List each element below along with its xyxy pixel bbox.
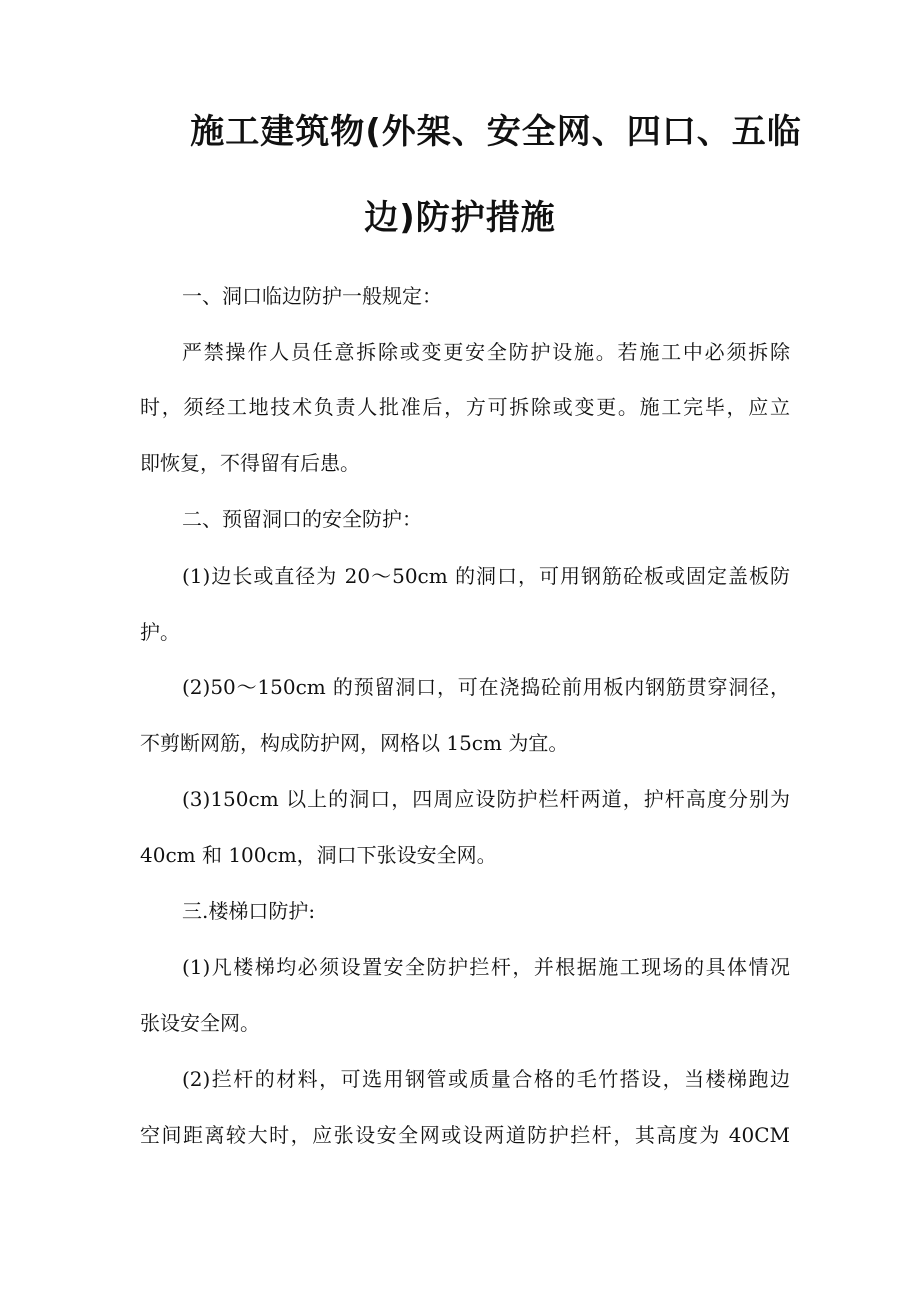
- paragraph-line: (3)150cm 以上的洞口，四周应设防护栏杆两道，护杆高度分别为: [182, 787, 790, 811]
- section-heading-2: 二、预留洞口的安全防护：: [182, 507, 422, 531]
- paragraph-line: 张设安全网。: [140, 1011, 260, 1035]
- paragraph-line: 护。: [140, 620, 180, 644]
- document-title-line-2: 边)防护措施: [364, 198, 556, 238]
- paragraph-line: (2)50～150cm 的预留洞口，可在浇捣砼前用板内钢筋贯穿洞径，: [182, 675, 790, 699]
- paragraph-line: 时，须经工地技术负责人批准后，方可拆除或变更。施工完毕，应立: [140, 395, 790, 419]
- paragraph-line: 空间距离较大时，应张设安全网或设两道防护拦杆，其高度为 40CM: [140, 1123, 790, 1147]
- paragraph-line: 40cm 和 100cm，洞口下张设安全网。: [140, 843, 497, 867]
- paragraph-line: (1)凡楼梯均必须设置安全防护拦杆，并根据施工现场的具体情况: [182, 955, 790, 979]
- section-heading-3: 三.楼梯口防护:: [182, 899, 316, 923]
- paragraph-line: 严禁操作人员任意拆除或变更安全防护设施。若施工中必须拆除: [182, 340, 790, 364]
- section-heading-1: 一、洞口临边防护一般规定：: [182, 284, 442, 308]
- paragraph-line: 不剪断网筋，构成防护网，网格以 15cm 为宜。: [140, 731, 569, 755]
- paragraph-line: 即恢复，不得留有后患。: [140, 451, 360, 475]
- paragraph-line: (2)拦杆的材料，可选用钢管或质量合格的毛竹搭设，当楼梯跑边: [182, 1067, 790, 1091]
- document-title-line-1: 施工建筑物(外架、安全网、四口、五临: [190, 112, 802, 152]
- paragraph-line: (1)边长或直径为 20～50cm 的洞口，可用钢筋砼板或固定盖板防: [182, 564, 790, 588]
